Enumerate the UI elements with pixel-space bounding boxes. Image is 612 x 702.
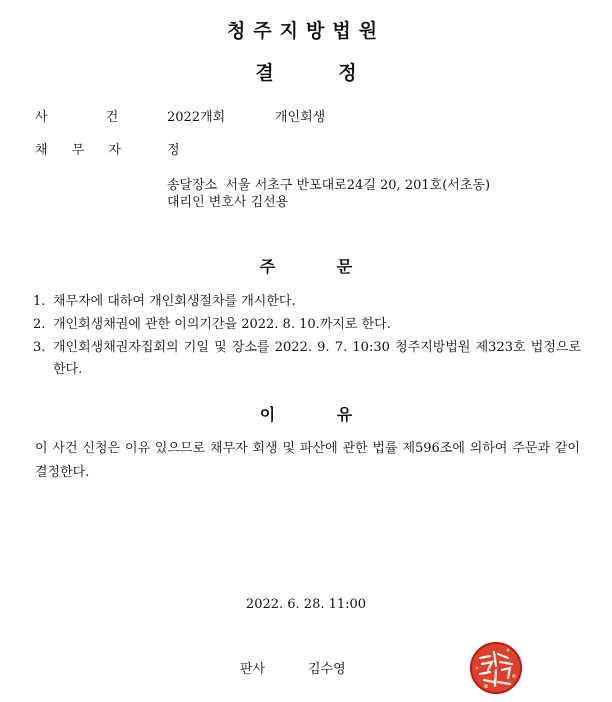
debtor-label: 채 무 자 (35, 143, 121, 158)
order-list (33, 291, 581, 382)
order-item-text: 개인회생채권에 관한 이의기간을 2022. 8. 10.까지로 한다. (53, 317, 391, 332)
order-item-number: 1. (33, 294, 46, 309)
court-name: 청주지방법원 (226, 20, 386, 42)
document-type-title: 결 정 (255, 62, 357, 84)
reason-text: 이 사건 신청은 이유 있으므로 채무자 회생 및 파산에 관한 법률 제596조에 의하여 주문과 같이 결정한다. (35, 441, 580, 480)
case-label: 사 건 (35, 110, 119, 125)
order-item (33, 314, 581, 336)
order-item-number: 3. (33, 340, 46, 355)
judge-title: 판사 (240, 662, 266, 677)
service-address: 송달장소 서울 서초구 반포대로24길 20, 201호(서초동) (167, 178, 491, 193)
debtor-name: 정 (167, 143, 180, 158)
order-item (33, 291, 581, 313)
decision-datetime: 2022. 6. 28. 11:00 (245, 597, 367, 612)
order-item-text: 개인회생채권자집회의 기일 및 장소를 2022. 9. 7. 10:30 청주지방법원 제323호 법정으로 한다. (53, 340, 581, 377)
order-heading: 주 문 (259, 257, 353, 276)
order-item-number: 2. (33, 317, 46, 332)
order-item-text: 채무자에 대하여 개인회생절차를 개시한다. (53, 294, 296, 309)
order-item (33, 337, 581, 381)
judge-name: 김수영 (308, 662, 346, 677)
case-type: 개인회생 (275, 110, 326, 125)
court-seal-icon (468, 640, 524, 696)
debtor-agent: 대리인 변호사 김선용 (167, 195, 289, 210)
reason-heading: 이 유 (259, 405, 353, 424)
case-number: 2022개회 (167, 110, 226, 125)
